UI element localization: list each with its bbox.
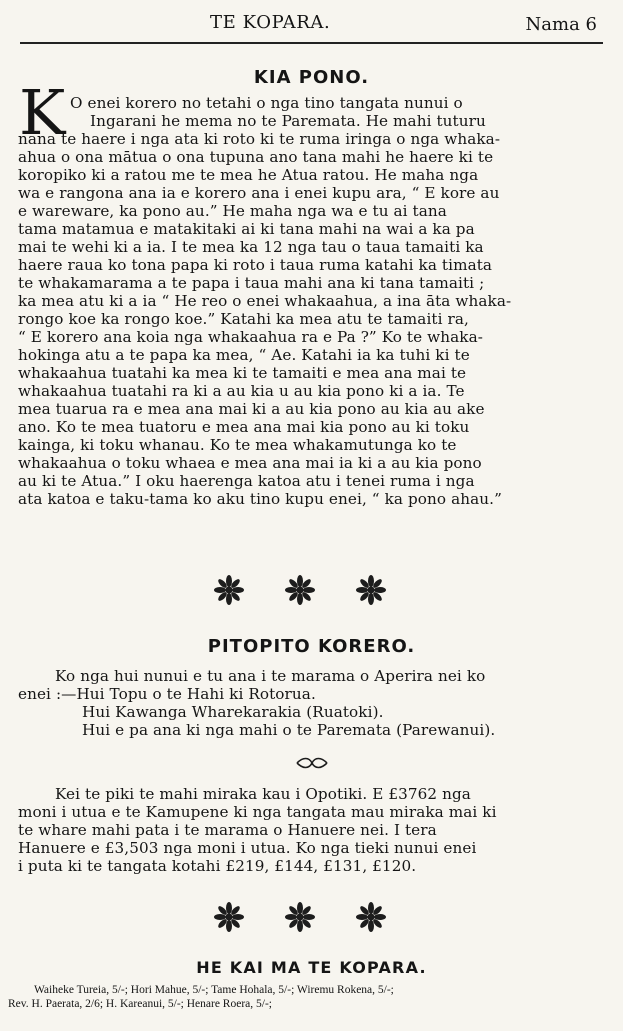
article-1-line: ahua o ona mātua o ona tupuna ano tana mahi he haere ki te — [18, 148, 494, 166]
article-2-line: moni i utua e te Kamupene ki nga tangata mau miraka mai ki — [18, 803, 497, 821]
article-1-line: rongo koe ka rongo koe.” Katahi ka mea atu te tamaiti ra, — [18, 310, 469, 328]
article-1-line: mai te wehi ki a ia. I te mea ka 12 nga tau o taua tamaiti ka — [18, 238, 484, 256]
article-1-line: kainga, ki toku whanau. Ko te mea whakamutunga ko te — [18, 436, 457, 454]
article-1-line: koropiko ki a ratou me te mea he Atua ratou. He maha nga — [18, 166, 479, 184]
article-1-line: haere raua ko tona papa ki roto i taua ruma katahi ka timata — [18, 256, 493, 274]
article-1-line: te whakamarama a te papa i taua mahi ana ki tana tamaiti ; — [18, 274, 485, 292]
flower-ornament-icon — [356, 575, 386, 605]
knot-ornament-icon — [295, 757, 329, 769]
article-1-line: whakaahua o toku whaea e mea ana mai ia ki a au kia pono — [18, 454, 482, 472]
article-1-title: KIA PONO. — [253, 67, 370, 88]
article-1-line: wa e rangona ana ia e korero ana i enei kupu ara, “ E kore au — [18, 184, 500, 202]
article-1-line: ano. Ko te mea tuatoru e mea ana mai kia pono au ki toku — [18, 418, 470, 436]
article-2-line: i puta ki te tangata kotahi £219, £144, £131, £120. — [18, 857, 417, 875]
page-header — [20, 12, 603, 44]
flower-ornament-icon — [285, 902, 315, 932]
article-2-line: Hui Kawanga Wharekarakia (Ruatoki). — [82, 703, 384, 721]
footer-title: HE KAI MA TE KOPARA. — [196, 958, 427, 977]
article-1-line: mea tuarua ra e mea ana mai ki a au kia pono au kia au ake — [18, 400, 485, 418]
article-1-line: “ E korero ana koia nga whakaahua ra e Pa ?” Ko te whaka- — [18, 328, 483, 346]
flower-ornament-icon — [214, 902, 244, 932]
flower-ornament-row — [0, 902, 623, 936]
article-2-line: Kei te piki te mahi miraka kau i Opotiki. E £3762 nga — [55, 785, 471, 803]
article-2-title: PITOPITO KORERO. — [207, 636, 416, 657]
article-2-line: Hanuere e £3,503 nga moni i utua. Ko nga tieki nunui enei — [18, 839, 477, 857]
article-1-line: hokinga atu a te papa ka mea, “ Ae. Katahi ia ka tuhi ki te — [18, 346, 470, 364]
article-2-line: Ko nga hui nunui e tu ana i te marama o Aperira nei ko — [55, 667, 486, 685]
article-1-line: au ki te Atua.” I oku haerenga katoa atu i tenei ruma i nga — [18, 472, 475, 490]
article-1-line: whakaahua tuatahi ka mea ki te tamaiti e mea ana mai te — [18, 364, 467, 382]
article-1-line: ka mea atu ki a ia “ He reo o enei whakaahua, a ina āta whaka- — [18, 292, 512, 310]
article-1-line: ata katoa e taku-tama ko aku tino kupu enei, “ ka pono ahau.” — [18, 490, 502, 508]
article-1-line: tama matamua e matakitaki ai ki tana mahi na wai a ka pa — [18, 220, 475, 238]
article-1-line: e wareware, ka pono au.” He maha nga wa e tu ai tana — [18, 202, 447, 220]
flower-ornament-icon — [214, 575, 244, 605]
drop-cap: K — [19, 76, 66, 149]
page-number: Nama 6 — [525, 14, 597, 35]
article-2-line: enei :—Hui Topu o te Hahi ki Rotorua. — [18, 685, 316, 703]
article-1-line: nana te haere i nga ata ki roto ki te ruma iringa o nga whaka- — [18, 130, 501, 148]
flower-ornament-icon — [285, 575, 315, 605]
footer-line: Rev. H. Paerata, 2/6; H. Kareanui, 5/-; Henare Roera, 5/-; — [8, 998, 272, 1010]
article-2-line: te whare mahi pata i te marama o Hanuere nei. I tera — [18, 821, 437, 839]
flower-ornament-row — [0, 575, 623, 609]
flower-ornament-icon — [356, 902, 386, 932]
article-1-line: Ingarani he mema no te Paremata. He mahi tuturu — [90, 112, 486, 130]
footer-line: Waiheke Tureia, 5/-; Hori Mahue, 5/-; Tame Hohala, 5/-; Wiremu Rokena, 5/-; — [34, 984, 394, 996]
article-2-line: Hui e pa ana ki nga mahi o te Paremata (Parewanui). — [82, 721, 496, 739]
article-1-line: whakaahua tuatahi ra ki a au kia u au kia pono ki a ia. Te — [18, 382, 465, 400]
article-1-line: O enei korero no tetahi o nga tino tangata nunui o — [70, 94, 463, 112]
newspaper-title: TE KOPARA. — [210, 12, 331, 33]
